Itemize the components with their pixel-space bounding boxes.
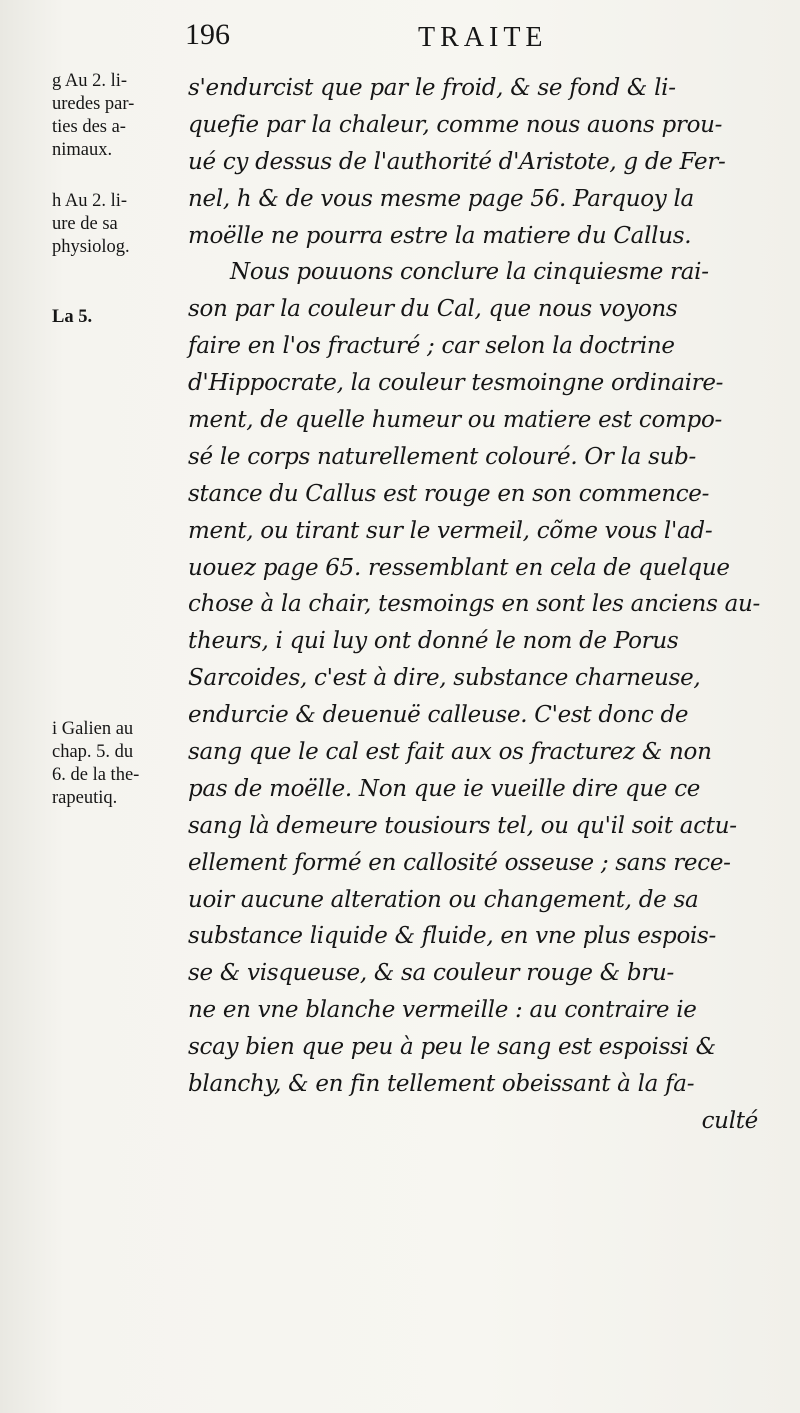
text-line: blanchy, & en fin tellement obeissant à la fa- [188, 1071, 695, 1098]
page-header [0, 18, 800, 64]
text-line: uoir aucune alteration ou changement, de sa [188, 886, 699, 913]
margin-note: h Au 2. li- ure de sa physiolog. [52, 191, 130, 257]
text-line: stance du Callus est rouge en son commence- [188, 480, 710, 507]
catchword: culté [701, 1107, 758, 1134]
text-line: sé le corps naturellement colouré. Or la sub- [188, 443, 696, 470]
margin-note: La 5. [52, 307, 93, 327]
text-line: sang là demeure tousiours tel, ou qu'il soit actu- [188, 812, 737, 839]
text-line: sang que le cal est fait aux os fracturez & non [188, 739, 712, 766]
body-text [188, 70, 770, 1140]
margin-note: g Au 2. li- uredes par- ties des a- nimaux. [52, 71, 135, 160]
text-line: scay bien que peu à peu le sang est espoissi & [188, 1034, 716, 1061]
text-line: ment, de quelle humeur ou matiere est compo- [188, 407, 722, 434]
text-line: Sarcoides, c'est à dire, substance charneuse, [188, 665, 701, 692]
running-title: TRAITE [418, 22, 548, 53]
text-line: ne en vne blanche vermeille : au contraire ie [188, 997, 697, 1024]
page-number: 196 [185, 18, 230, 51]
text-line: d'Hippocrate, la couleur tesmoingne ordinaire- [188, 370, 724, 397]
text-line: se & visqueuse, & sa couleur rouge & bru- [188, 960, 674, 987]
text-line: ué cy dessus de l'authorité d'Aristote, g de Fer- [188, 148, 726, 175]
text-line: quefie par la chaleur, comme nous auons prou- [188, 111, 723, 138]
text-line: theurs, i qui luy ont donné le nom de Porus [188, 628, 679, 655]
text-line: moëlle ne pourra estre la matiere du Callus. [188, 222, 692, 249]
text-line: s'endurcist que par le froid, & se fond & li- [188, 75, 676, 101]
text-line: faire en l'os fracturé ; car selon la doctrine [188, 333, 675, 360]
text-line: ment, ou tirant sur le vermeil, cõme vous l'ad- [188, 517, 713, 544]
text-line: pas de moëlle. Non que ie vueille dire que ce [188, 775, 701, 802]
text-line: substance liquide & fluide, en vne plus espois- [188, 923, 717, 950]
text-line: ellement formé en callosité osseuse ; sans rece- [188, 849, 731, 876]
text-line: nel, h & de vous mesme page 56. Parquoy la [188, 185, 694, 212]
text-line: son par la couleur du Cal, que nous voyons [188, 296, 678, 323]
text-line: chose à la chair, tesmoings en sont les anciens au- [188, 591, 760, 618]
paragraph-first-line: Nous pouuons conclure la cinquiesme rai- [230, 259, 709, 286]
margin-note: i Galien au chap. 5. du 6. de la the- rapeutiq. [52, 719, 140, 808]
text-line: endurcie & deuenuë calleuse. C'est donc de [188, 702, 689, 729]
text-line: uouez page 65. ressemblant en cela de quelque [188, 554, 730, 581]
